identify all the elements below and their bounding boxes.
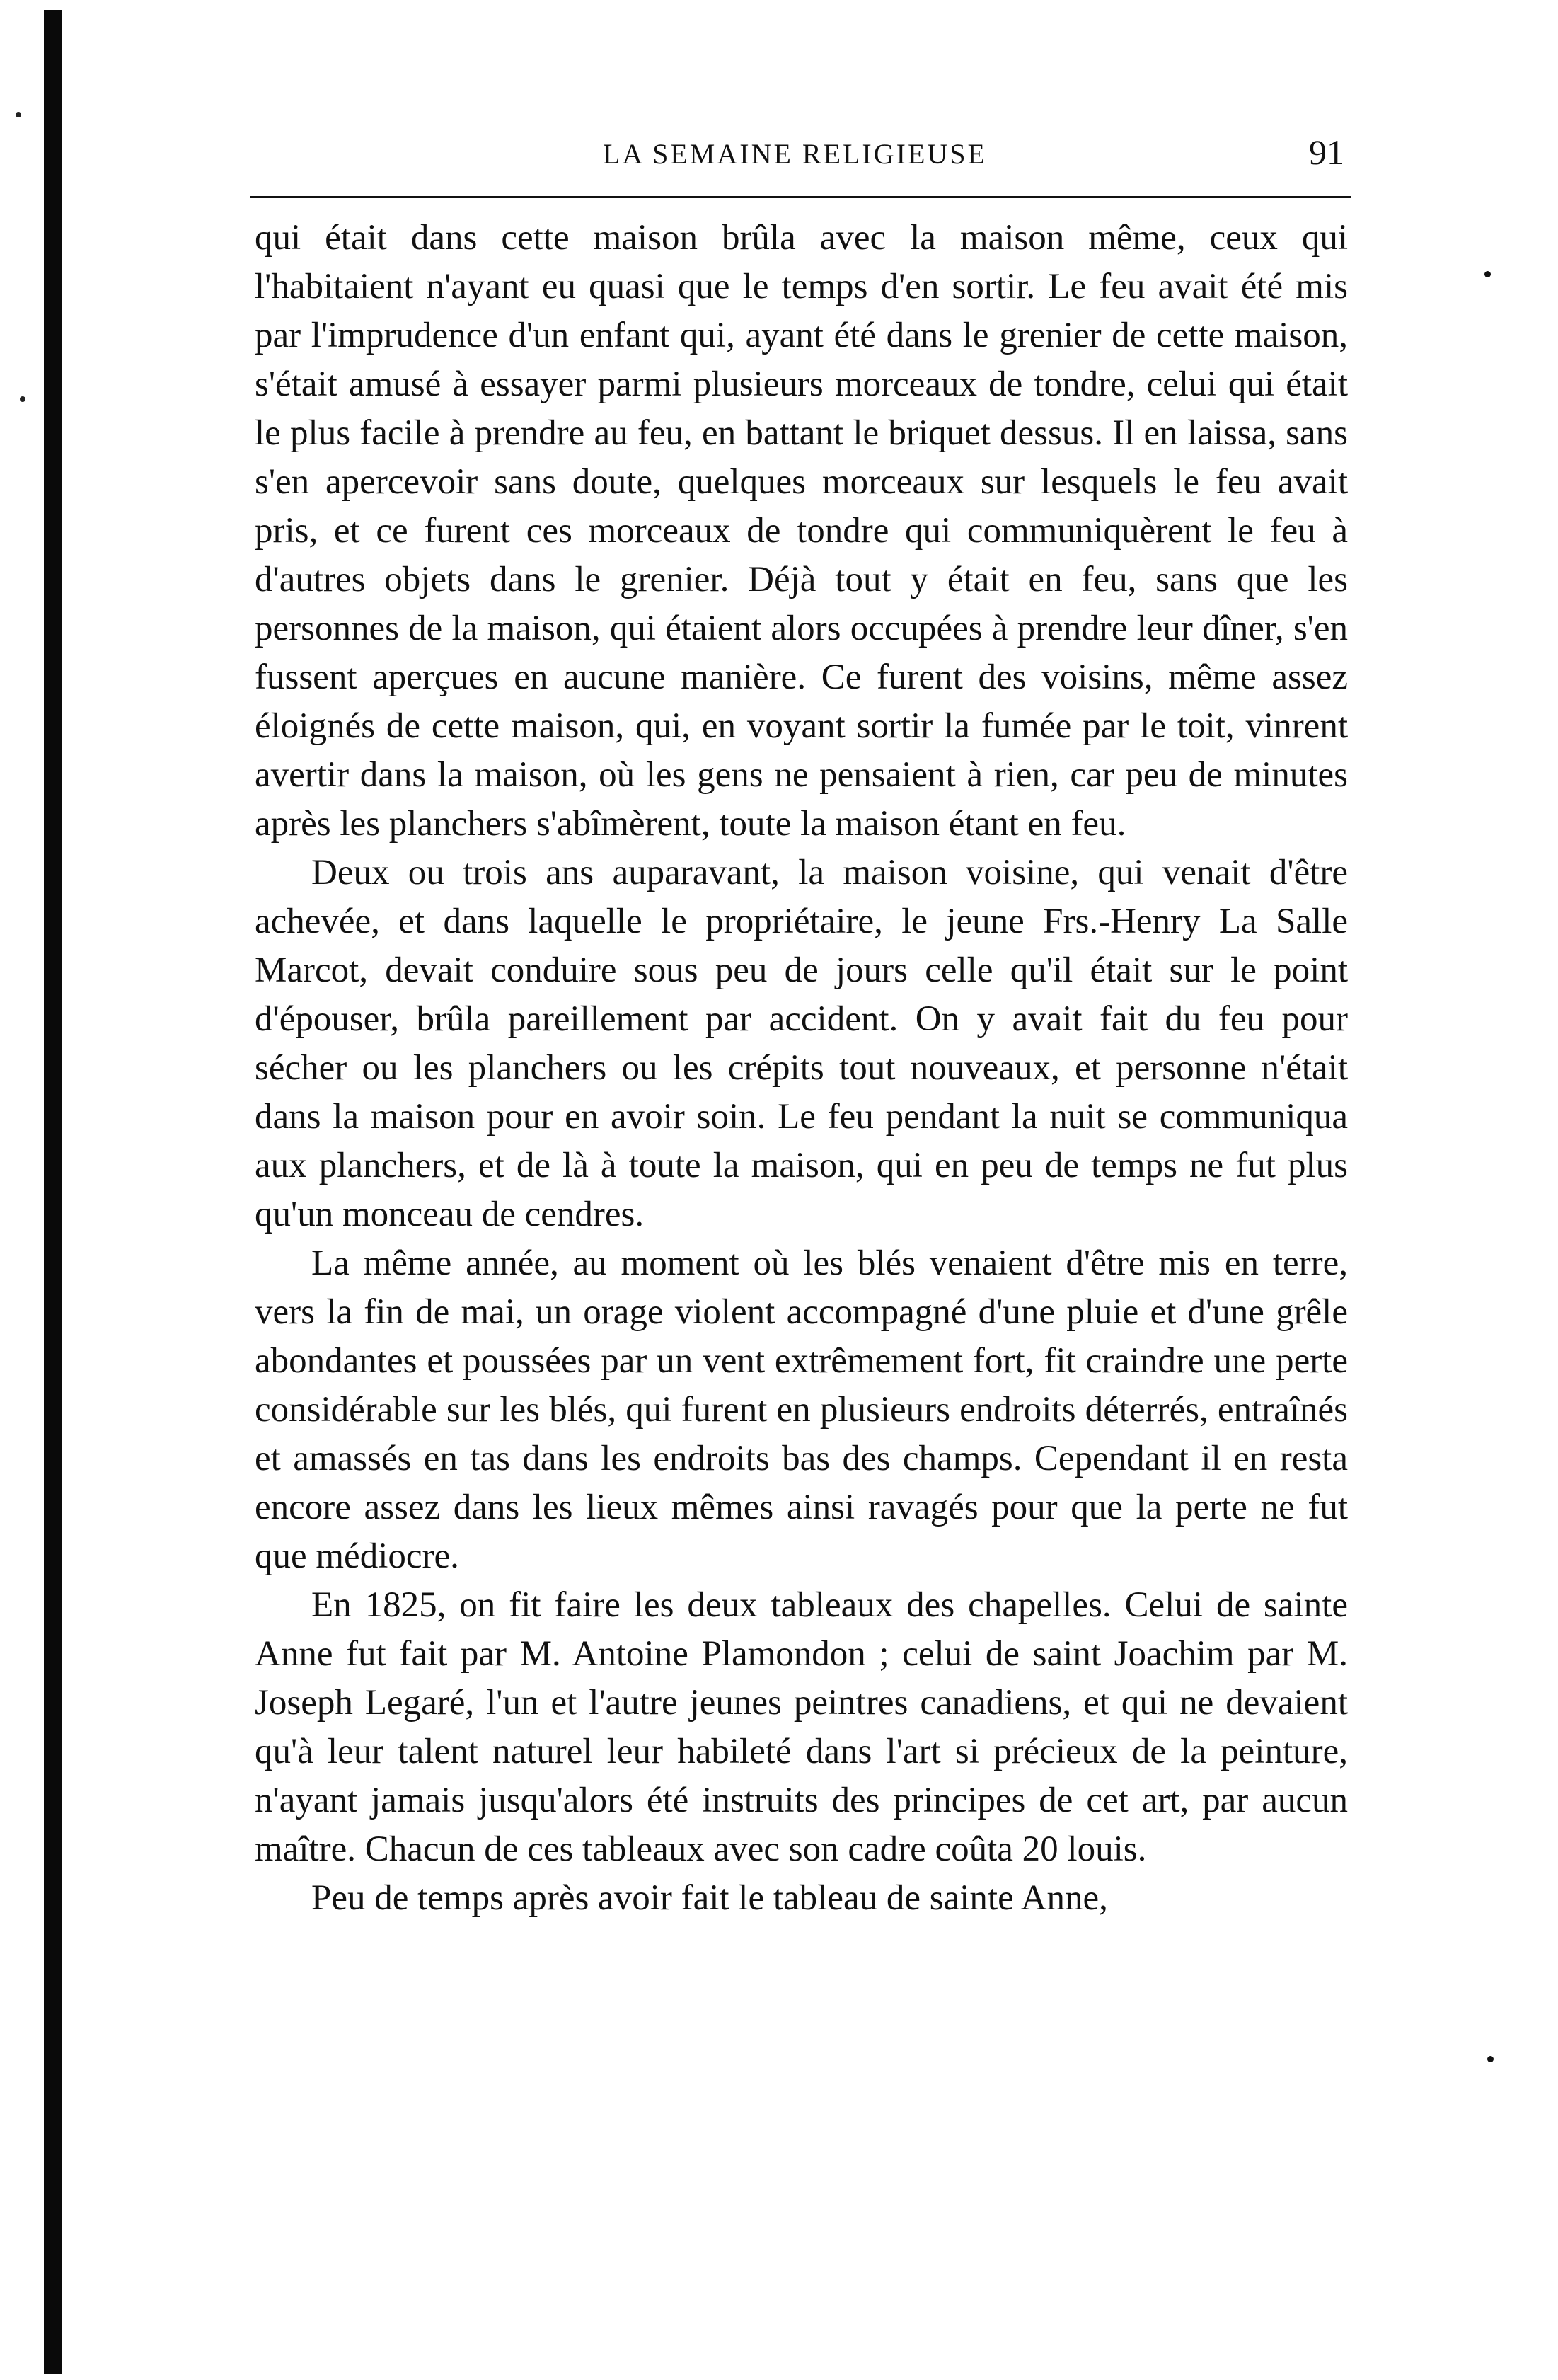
header-rule: [250, 196, 1351, 198]
page-header: [255, 132, 1344, 188]
margin-speck: [20, 396, 25, 402]
margin-speck: [1484, 271, 1491, 277]
paragraph: qui était dans cette maison brûla avec la maison même, ceux qui l'habitaient n'ayant eu quasi que le temps d'en sortir. Le feu avait été mis par l'imprudence d'un enfant qui, ayant été dans le grenier de cette maison, s'était amusé à essayer parmi plusieurs morceaux de tondre, celui qui était le plus facile à prendre au feu, en battant le briquet dessus. Il en laissa, sans s'en apercevoir sans doute, quelques morceaux sur lesquels le feu avait pris, et ce furent ces morceaux de tondre qui communiquèrent le feu à d'autres objets dans le grenier. Déjà tout y était en feu, sans que les personnes de la maison, qui étaient alors occupées à prendre leur dîner, s'en fussent aperçues en aucune manière. Ce furent des voisins, même assez éloignés de cette maison, qui, en voyant sortir la fumée par le toit, vinrent avertir dans la maison, où les gens ne pensaient à rien, car peu de minutes après les planchers s'abîmèrent, toute la maison étant en feu.: [255, 218, 1348, 844]
binding-edge: [44, 10, 62, 2374]
paragraph: Peu de temps après avoir fait le tableau de sainte Anne,: [311, 1878, 1108, 1918]
margin-speck: [16, 112, 21, 117]
margin-speck: [1487, 2056, 1494, 2062]
paragraph: Deux ou trois ans auparavant, la maison voisine, qui venait d'être achevée, et dans laquelle le propriétaire, le jeune Frs.-Henry La Salle Marcot, devait conduire sous peu de jours celle qu'il était sur le point d'épouser, brûla pareillement par accident. On y avait fait du feu pour sécher ou les planchers ou les crépits tout nouveaux, et personne n'était dans la maison pour en avoir soin. Le feu pendant la nuit se communiqua aux planchers, et de là à toute la maison, qui en peu de temps ne fut plus qu'un monceau de cendres.: [255, 853, 1348, 1234]
running-head: LA SEMAINE RELIGIEUSE: [603, 138, 987, 170]
paragraph: En 1825, on fit faire les deux tableaux des chapelles. Celui de sainte Anne fut fait par M. Antoine Plamondon ; celui de saint Joachim par M. Joseph Legaré, l'un et l'autre jeunes peintres canadiens, et qui ne devaient qu'à leur talent naturel leur habileté dans l'art si précieux de la peinture, n'ayant jamais jusqu'alors été instruits des principes de cet art, par aucun maître. Chacun de ces tableaux avec son cadre coûta 20 louis.: [255, 1585, 1348, 1869]
page-number: 91: [1309, 132, 1344, 172]
paragraph: La même année, au moment où les blés venaient d'être mis en terre, vers la fin de mai, un orage violent accompagné d'une pluie et d'une grêle abondantes et poussées par un vent extrêmement fort, fit craindre une perte considérable sur les blés, qui furent en plusieurs endroits déterrés, entraînés et amassés en tas dans les endroits bas des champs. Cependant il en resta encore assez dans les lieux mêmes ainsi ravagés pour que la perte ne fut que médiocre.: [255, 1243, 1348, 1576]
body-text: [255, 214, 1348, 1923]
